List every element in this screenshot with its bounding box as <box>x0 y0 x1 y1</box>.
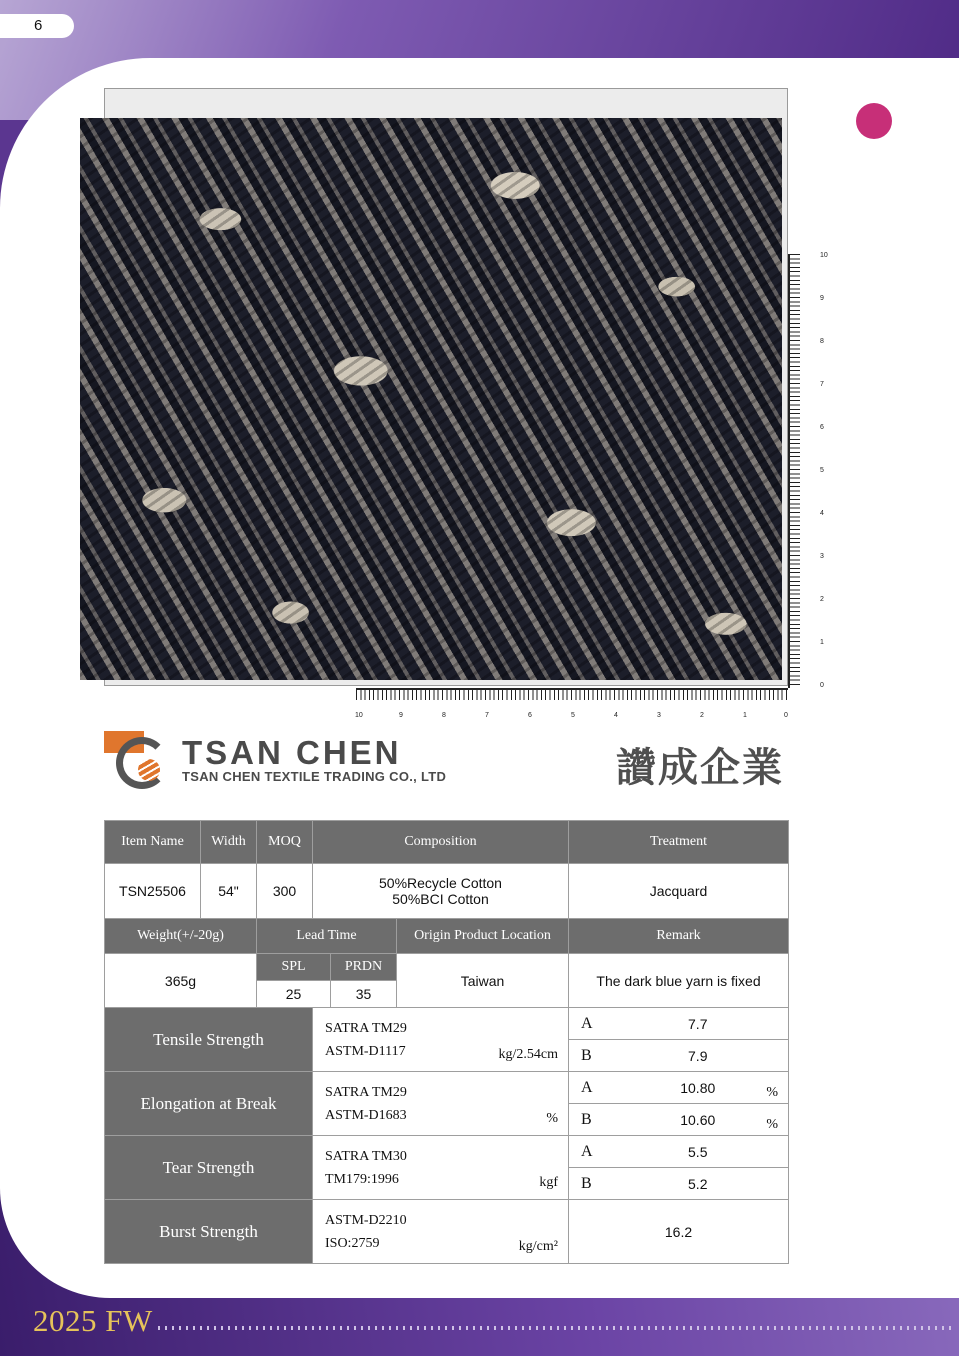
method-unit: kg/2.54cm <box>498 1047 558 1062</box>
ruler-tick-label: 2 <box>820 596 824 603</box>
ruler-tick-label: 0 <box>820 682 824 689</box>
horizontal-ruler <box>355 688 788 719</box>
tear-b-value <box>608 1168 789 1200</box>
prdn-value: 35 <box>331 981 397 1008</box>
test-row-elongation-a <box>105 1072 789 1104</box>
method-unit: kg/cm² <box>518 1239 558 1254</box>
footer-dotted-line <box>158 1326 954 1330</box>
value-text: 10.80 <box>680 1079 716 1096</box>
ruler-tick-label: 7 <box>820 381 824 388</box>
ruler-tick-label: 4 <box>820 510 824 517</box>
value-unit: % <box>766 1085 779 1100</box>
tensile-method <box>313 1008 569 1072</box>
ruler-tick-label: 8 <box>820 338 824 345</box>
header-spl: SPL <box>257 954 331 981</box>
method-line: SATRA TM29 <box>325 1020 407 1036</box>
composition-line: 50%BCI Cotton <box>392 891 489 907</box>
sample-a-label: A <box>569 1072 608 1104</box>
spec-header-row-2 <box>105 919 789 954</box>
value-text: 5.5 <box>688 1143 708 1160</box>
moq-value: 300 <box>257 864 313 919</box>
test-row-burst <box>105 1200 789 1264</box>
ruler-tick-label: 1 <box>820 639 824 646</box>
tear-label: Tear Strength <box>105 1136 313 1200</box>
season-label: 2025 FW <box>33 1303 153 1338</box>
elongation-b-value <box>608 1104 789 1136</box>
tensile-b-value <box>608 1040 789 1072</box>
method-line: SATRA TM30 <box>325 1148 407 1164</box>
spl-value: 25 <box>257 981 331 1008</box>
header-origin: Origin Product Location <box>397 919 569 954</box>
header-treatment: Treatment <box>569 821 789 864</box>
width-value: 54" <box>201 864 257 919</box>
sample-b-label: B <box>569 1168 608 1200</box>
method-unit: % <box>546 1111 558 1126</box>
method-line: ISO:2759 <box>325 1235 380 1251</box>
sample-b-label: B <box>569 1040 608 1072</box>
weight-value: 365g <box>105 954 257 1008</box>
ruler-tick-label: 6 <box>820 424 824 431</box>
test-row-tear-a <box>105 1136 789 1168</box>
ruler-tick-label: 3 <box>657 712 661 719</box>
ruler-tick-label: 4 <box>614 712 618 719</box>
method-line: ASTM-D1683 <box>325 1107 407 1123</box>
value-unit: % <box>766 1117 779 1132</box>
tear-method <box>313 1136 569 1200</box>
elongation-a-value <box>608 1072 789 1104</box>
ruler-tick-label: 8 <box>442 712 446 719</box>
tensile-label: Tensile Strength <box>105 1008 313 1072</box>
ruler-tick-label: 10 <box>355 712 363 719</box>
method-line: SATRA TM29 <box>325 1084 407 1100</box>
value-text: 7.9 <box>688 1047 708 1064</box>
header-lead-time: Lead Time <box>257 919 397 954</box>
burst-value: 16.2 <box>569 1200 789 1264</box>
value-text: 5.2 <box>688 1175 708 1192</box>
sample-a-label: A <box>569 1136 608 1168</box>
ruler-tick-label: 10 <box>820 252 828 259</box>
header-moq: MOQ <box>257 821 313 864</box>
elongation-label: Elongation at Break <box>105 1072 313 1136</box>
value-text: 10.60 <box>680 1111 716 1128</box>
burst-method <box>313 1200 569 1264</box>
header-item-name: Item Name <box>105 821 201 864</box>
method-line: ASTM-D1117 <box>325 1043 406 1059</box>
brand-cjk-name: 讚成企業 <box>616 745 784 791</box>
color-dot-marker <box>856 103 892 139</box>
method-line: TM179:1996 <box>325 1171 399 1187</box>
ruler-tick-label: 5 <box>571 712 575 719</box>
vertical-ruler <box>788 254 828 688</box>
spec-lead-subheader-row <box>105 954 789 981</box>
brand-subtitle: TSAN CHEN TEXTILE TRADING CO., LTD <box>182 769 447 784</box>
header-composition: Composition <box>313 821 569 864</box>
spec-value-row <box>105 864 789 919</box>
ruler-tick-label: 5 <box>820 467 824 474</box>
company-logo-icon <box>104 731 168 789</box>
tensile-a-value <box>608 1008 789 1040</box>
logo-yarn-ball <box>138 759 160 781</box>
ruler-tick-label: 3 <box>820 553 824 560</box>
ruler-tick-label: 0 <box>784 712 788 719</box>
sample-b-label: B <box>569 1104 608 1136</box>
header-weight: Weight(+/-20g) <box>105 919 257 954</box>
origin-value: Taiwan <box>397 954 569 1008</box>
treatment-value: Jacquard <box>569 864 789 919</box>
composition-value <box>313 864 569 919</box>
ruler-tick-label: 7 <box>485 712 489 719</box>
value-text: 7.7 <box>688 1015 708 1032</box>
header-prdn: PRDN <box>331 954 397 981</box>
header-width: Width <box>201 821 257 864</box>
ruler-tick-label: 1 <box>743 712 747 719</box>
remark-value: The dark blue yarn is fixed <box>569 954 789 1008</box>
composition-line: 50%Recycle Cotton <box>379 875 502 891</box>
elongation-method <box>313 1072 569 1136</box>
burst-label: Burst Strength <box>105 1200 313 1264</box>
ruler-tick-label: 2 <box>700 712 704 719</box>
ruler-tick-label: 9 <box>820 295 824 302</box>
spec-table <box>104 820 789 1264</box>
item-name-value: TSN25506 <box>105 864 201 919</box>
ruler-tick-label: 6 <box>528 712 532 719</box>
method-unit: kgf <box>539 1175 558 1190</box>
ruler-tick-label: 9 <box>399 712 403 719</box>
test-row-tensile-a <box>105 1008 789 1040</box>
fabric-swatch-image <box>80 118 782 680</box>
tear-a-value <box>608 1136 789 1168</box>
brand-name: TSAN CHEN <box>182 734 402 771</box>
spec-header-row <box>105 821 789 864</box>
method-line: ASTM-D2210 <box>325 1212 407 1228</box>
page-number: 6 <box>0 14 74 38</box>
header-remark: Remark <box>569 919 789 954</box>
sample-a-label: A <box>569 1008 608 1040</box>
